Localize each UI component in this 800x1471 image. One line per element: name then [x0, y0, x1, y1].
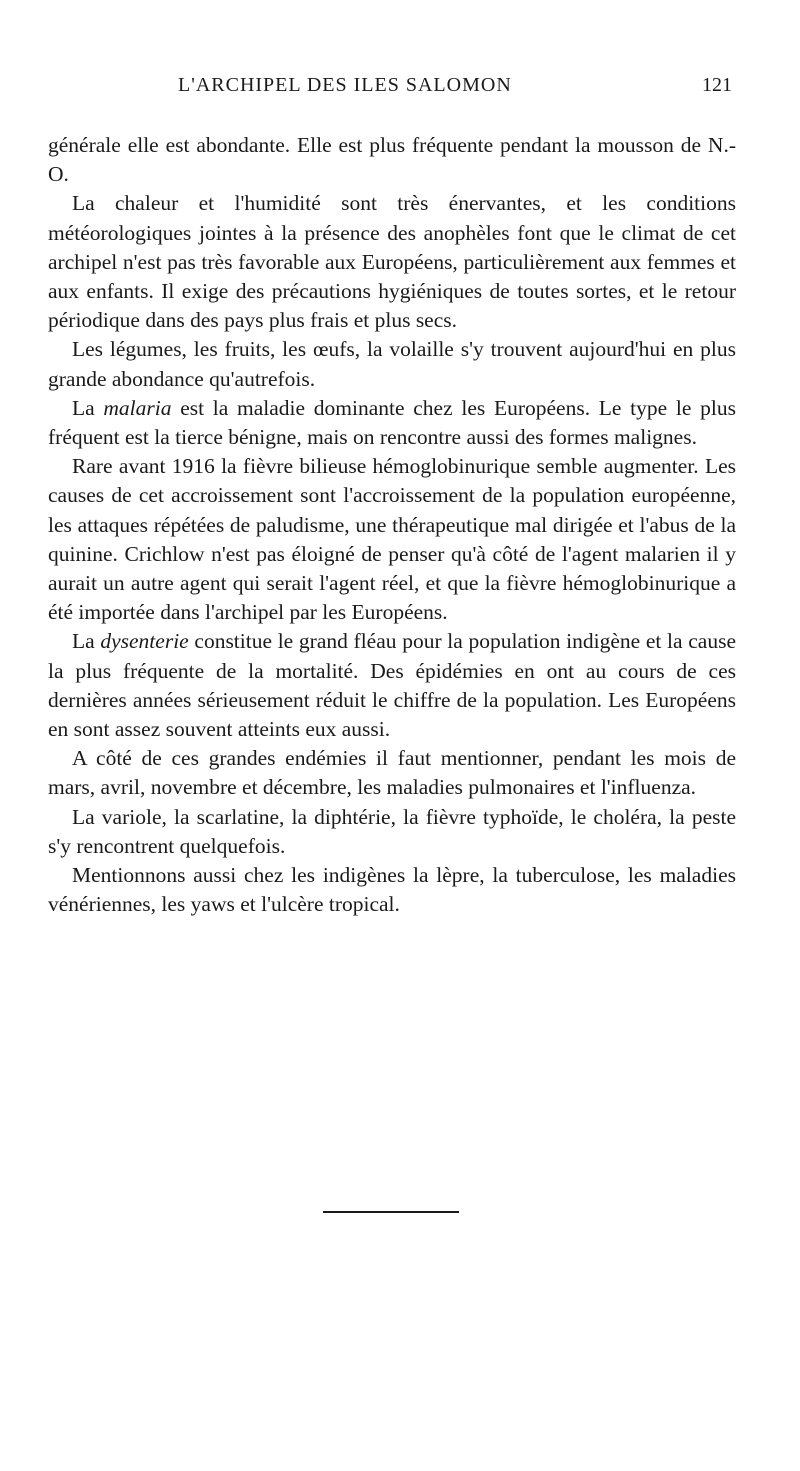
paragraph-indigenous-diseases: Mentionnons aussi chez les indigènes la lèpre, la tuberculose, les maladies vénériennes, les yaws et l'ulcère tropical. [48, 863, 736, 917]
paragraph-dysentery [48, 627, 736, 744]
malaria-term: malaria [103, 395, 172, 420]
paragraph-malaria [48, 394, 736, 452]
malaria-lead: La [72, 395, 104, 420]
page-number: 121 [702, 74, 732, 96]
body-text [48, 131, 736, 919]
dysentery-lead: La [72, 629, 101, 654]
malaria-rest: est la maladie dominante chez les Européens. Le type le plus fréquent est la tierce bénigne, mais on rencontre aussi des formes malignes. [48, 395, 736, 450]
paragraph-climate: La chaleur et l'humidité sont très énervantes, et les conditions météorologiques jointes à la présence des anophèles font que le climat de cet archipel n'est pas très favorable aux Européens, particulièrement aux femmes et aux enfants. Il exige des précautions hygiéniques de toutes sortes, et le retour périodique dans des pays plus frais et plus secs. [48, 191, 736, 333]
dysentery-rest: constitue le grand fléau pour la population indigène et la cause la plus fréquente de la mortalité. Des épidémies en ont au cours de ces dernières années sérieusement réduit le chiffre de la population. Les Européens en sont assez souvent atteints eux aussi. [48, 629, 736, 742]
dysentery-term: dysenterie [100, 629, 189, 654]
section-end-rule [323, 1211, 459, 1213]
paragraph-epidemics: La variole, la scarlatine, la diphtérie, la fièvre typhoïde, le choléra, la peste s'y rencontrent quelquefois. [48, 804, 736, 858]
running-title: L'ARCHIPEL DES ILES SALOMON [178, 74, 512, 96]
paragraph-blackwater-fever: Rare avant 1916 la fièvre bilieuse hémoglobinurique semble augmenter. Les causes de cet accroissement sont l'accroissement de la population européenne, les attaques répétées de paludisme, une thérapeutique mal dirigée et l'abus de la quinine. Crichlow n'est pas éloigné de penser qu'à côté de l'agent malarien il y aurait un autre agent qui serait l'agent réel, et que la fièvre hémoglobinurique a été importée dans l'archipel par les Européens. [48, 454, 736, 625]
paragraph-continuation: générale elle est abondante. Elle est plus fréquente pendant la mousson de N.-O. [48, 133, 736, 187]
running-head [48, 74, 736, 104]
paragraph-food: Les légumes, les fruits, les œufs, la volaille s'y trouvent aujourd'hui en plus grande abondance qu'autrefois. [48, 337, 736, 391]
paragraph-endemics: A côté de ces grandes endémies il faut mentionner, pendant les mois de mars, avril, novembre et décembre, les maladies pulmonaires et l'influenza. [48, 746, 736, 800]
